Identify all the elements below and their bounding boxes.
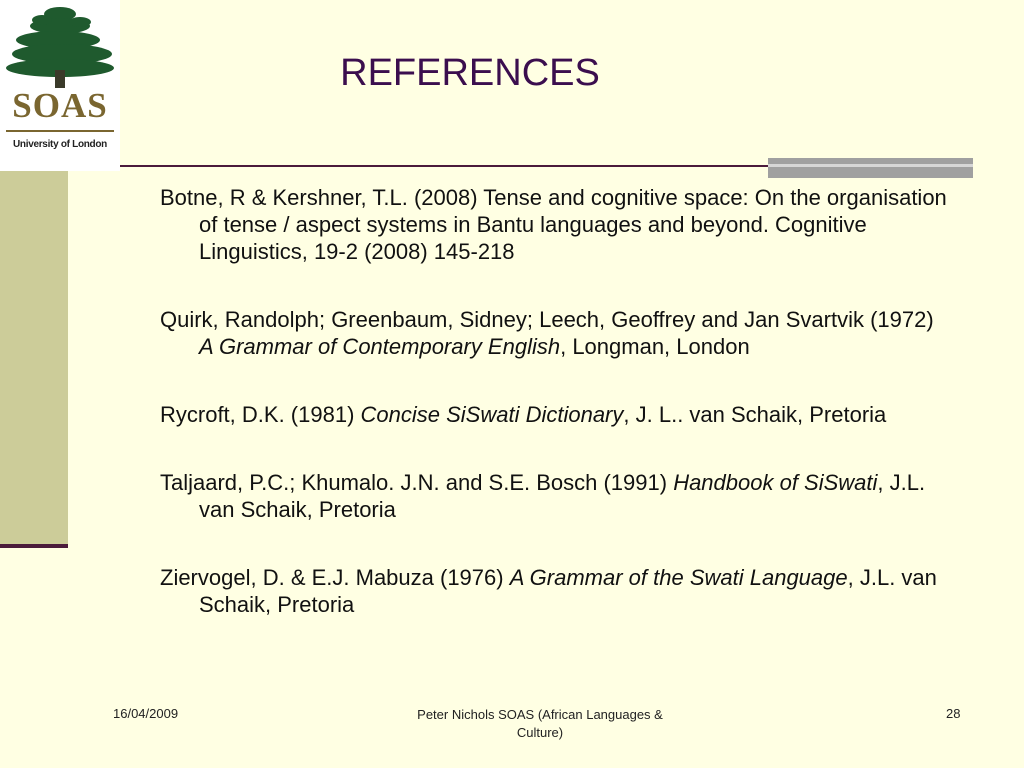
- footer-author: [395, 706, 685, 742]
- reference-item: Taljaard, P.C.; Khumalo. J.N. and S.E. Bosch (1991) Handbook of SiSwati, J.L. van Schaik, Pretoria: [160, 470, 926, 522]
- reference-item: Botne, R & Kershner, T.L. (2008) Tense and cognitive space: On the organisation of tense / aspect systems in Bantu languages and beyond. Cognitive Linguistics, 19-2 (2008) 145-218: [160, 185, 947, 264]
- logo-subtitle: University of London: [12, 139, 107, 150]
- logo-divider: [6, 130, 114, 132]
- reference-list: [160, 184, 950, 659]
- footer-author-line1: Peter Nichols SOAS (African Languages &: [417, 707, 663, 722]
- slide-title: REFERENCES: [340, 52, 600, 94]
- reference-item: Rycroft, D.K. (1981) Concise SiSwati Dictionary, J. L.. van Schaik, Pretoria: [160, 402, 887, 427]
- side-band: [0, 171, 68, 545]
- title-underline: [120, 165, 770, 167]
- footer-author-line2: Culture): [516, 725, 564, 740]
- footer-date: 16/04/2009: [113, 706, 179, 721]
- title-accent-bar: [768, 158, 973, 178]
- cedar-tree-icon: [0, 0, 120, 90]
- side-divider-line: [0, 544, 68, 548]
- reference-item: Quirk, Randolph; Greenbaum, Sidney; Leech, Geoffrey and Jan Svartvik (1972) A Grammar of Contemporary English, Longman, London: [160, 307, 934, 359]
- title-accent-bar-highlight: [768, 164, 973, 167]
- reference-item: Ziervogel, D. & E.J. Mabuza (1976) A Grammar of the Swati Language, J.L. van Schaik, Pretoria: [160, 565, 937, 617]
- soas-logo: [0, 0, 120, 171]
- logo-wordmark: SOAS: [12, 86, 108, 125]
- footer-page-number: 28: [946, 706, 961, 721]
